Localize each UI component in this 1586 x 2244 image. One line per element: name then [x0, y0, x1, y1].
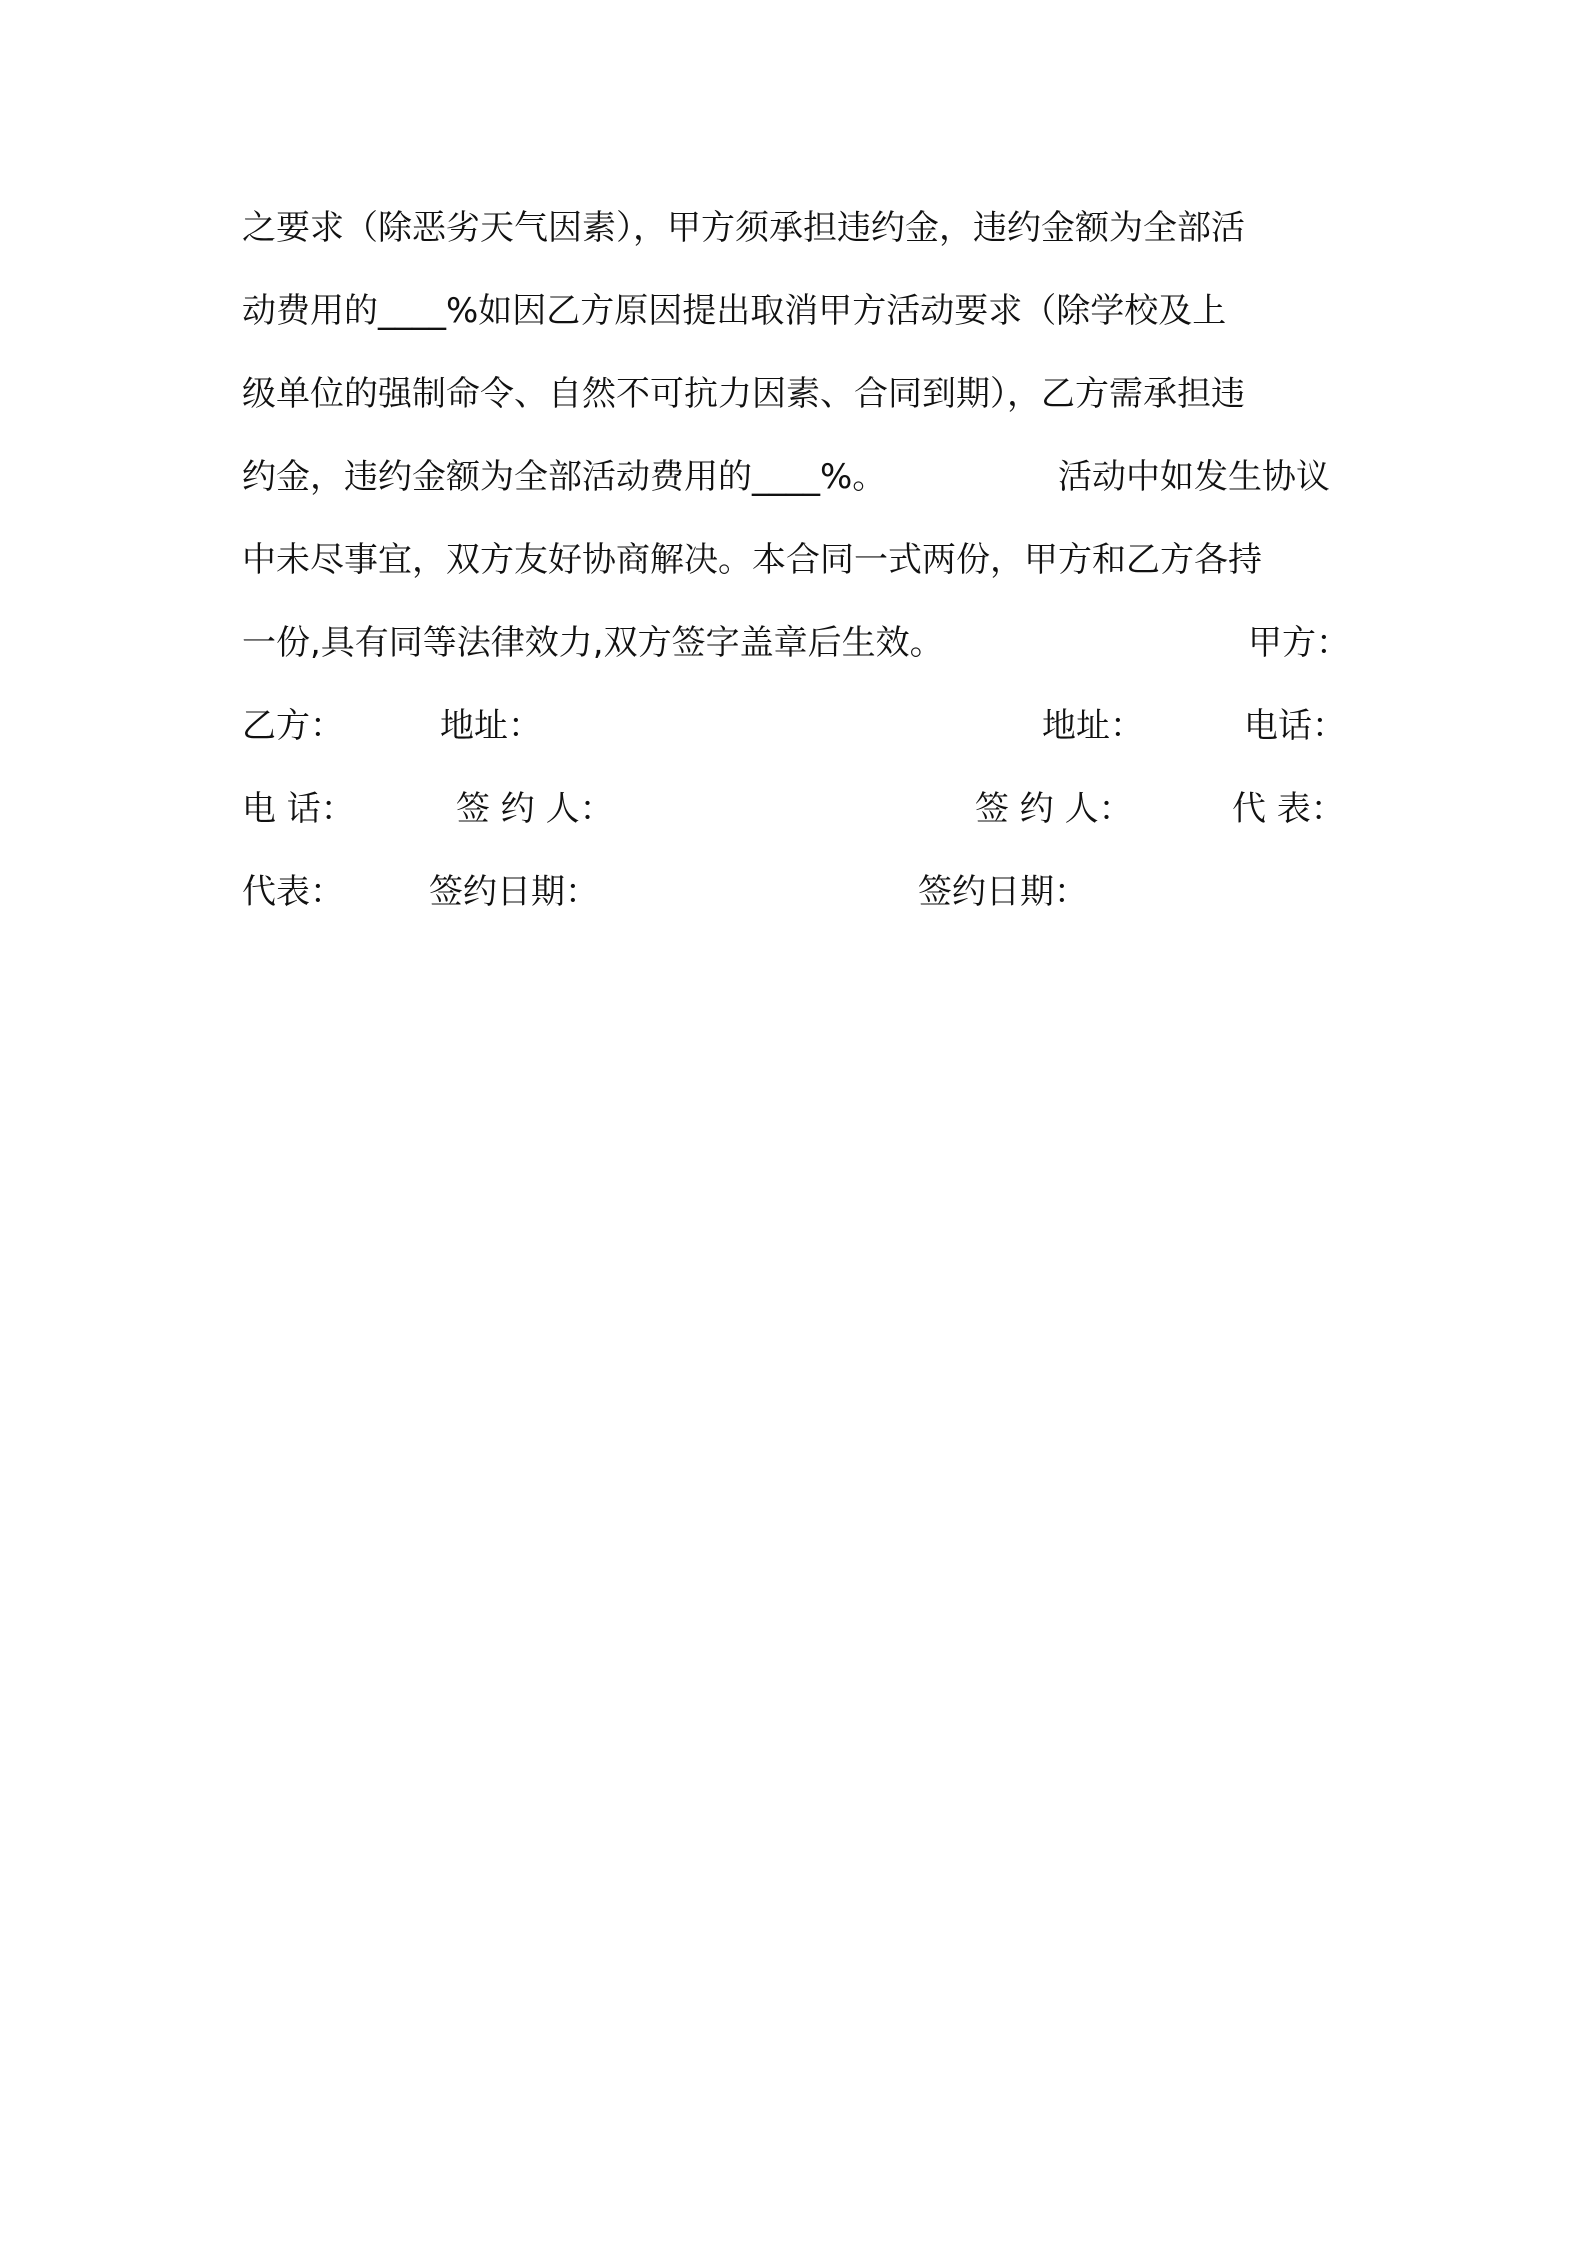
representative-label-b: 代表： [242, 872, 344, 912]
body-text: 中未尽事宜，双方友好协商解决。本合同一式两份，甲方和乙方各持 [242, 540, 1262, 580]
representative-label-a: 代 表： [1232, 789, 1345, 829]
body-text: 级单位的强制命令、自然不可抗力因素、合同到期），乙方需承担违 [242, 374, 1245, 414]
address-label-b: 地址： [1042, 706, 1144, 746]
phone-label-b: 电 话： [242, 789, 355, 829]
party-a-label: 甲方： [1248, 623, 1350, 663]
body-text: 一份,具有同等法律效力,双方签字盖章后生效。 [242, 623, 944, 663]
body-text: 动费用的____%如因乙方原因提出取消甲方活动要求（除学校及上 [242, 291, 1227, 331]
signer-label-a: 签 约 人： [456, 789, 614, 829]
body-text: 约金，违约金额为全部活动费用的____%。 [242, 457, 887, 497]
sign-date-label-a: 签约日期： [429, 872, 599, 912]
body-text-tail: 活动中如发生协议 [1058, 457, 1330, 497]
sign-date-label-b: 签约日期： [918, 872, 1088, 912]
body-text: 之要求（除恶劣天气因素），甲方须承担违约金，违约金额为全部活 [242, 208, 1245, 248]
signer-label-b: 签 约 人： [975, 789, 1133, 829]
phone-label-a: 电话： [1244, 706, 1346, 746]
address-label-a: 地址： [440, 706, 542, 746]
party-b-label: 乙方： [242, 706, 344, 746]
